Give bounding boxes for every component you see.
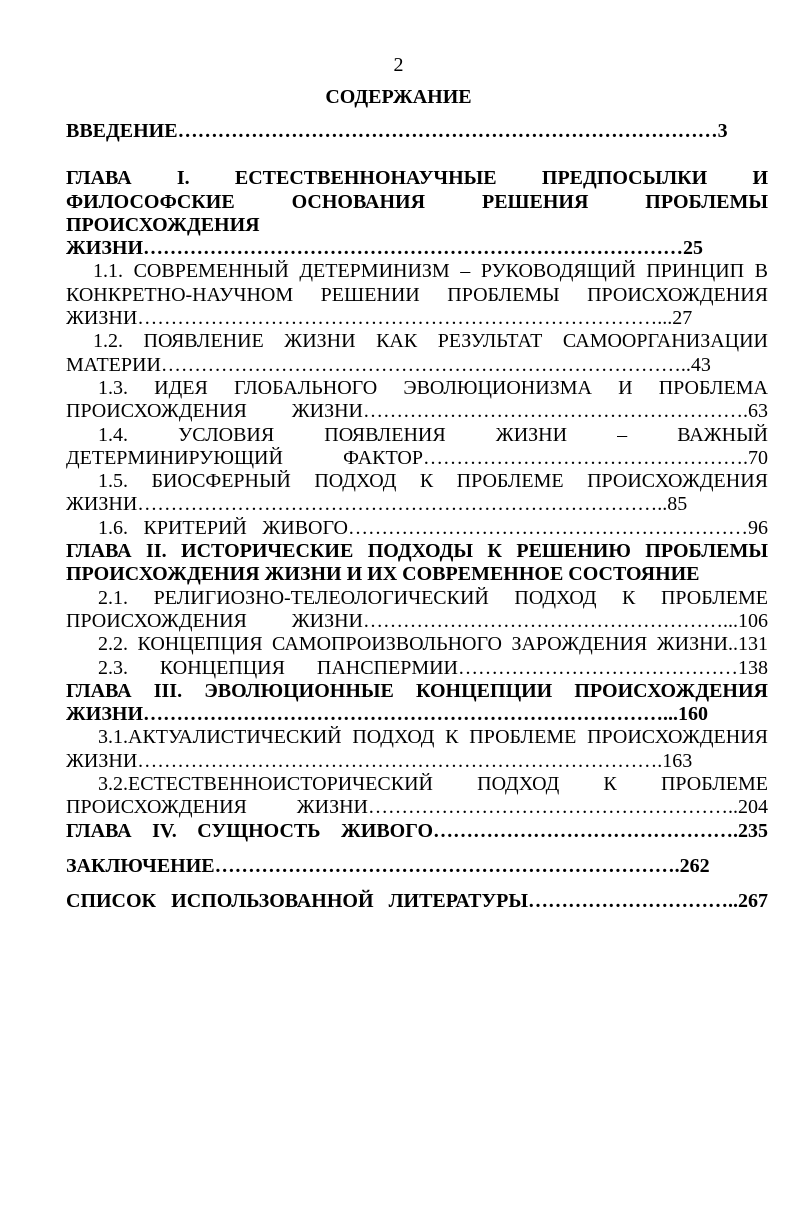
toc-chapter-1-page-text: ЖИЗНИ………………………………………………………………………25: [66, 237, 704, 260]
toc-section-1-3-text: 1.3. ИДЕЯ ГЛОБАЛЬНОГО ЭВОЛЮЦИОНИЗМА И ПРОБЛЕМА: [98, 376, 768, 399]
toc-section-1-5-page-text: ЖИЗНИ……………………………………………………………………..85: [66, 493, 688, 516]
toc-entry-references[interactable]: [66, 890, 768, 913]
toc-entry-introduction[interactable]: [66, 120, 768, 143]
toc-section-3-1-page[interactable]: [66, 750, 768, 773]
toc-section-1-1-page-text: ЖИЗНИ……………………………………………………………………...27: [66, 307, 693, 330]
toc-section-1-4-text: 1.4. УСЛОВИЯ ПОЯВЛЕНИЯ ЖИЗНИ – ВАЖНЫЙ: [98, 423, 768, 446]
toc-section-1-2[interactable]: [66, 330, 768, 353]
toc-section-1-1-page[interactable]: [66, 307, 768, 330]
toc-section-1-6[interactable]: [66, 517, 768, 540]
toc-section-1-3[interactable]: [66, 377, 768, 400]
toc-section-1-2-page[interactable]: [66, 354, 768, 377]
toc-section-2-2[interactable]: [66, 633, 768, 656]
toc-chapter-1-title[interactable]: [66, 167, 768, 237]
toc-section-3-1[interactable]: [66, 726, 768, 749]
toc-chapter-3-title-text: ГЛАВА III. ЭВОЛЮЦИОННЫЕ КОНЦЕПЦИИ ПРОИСХОЖДЕНИЯ: [66, 679, 768, 702]
toc-section-2-1-page[interactable]: [66, 610, 768, 633]
toc-chapter-1-title-text: ГЛАВА I. ЕСТЕСТВЕННОНАУЧНЫЕ ПРЕДПОСЫЛКИ И ФИЛОСОФСКИЕ ОСНОВАНИЯ РЕШЕНИЯ ПРОБЛЕМЫ ПРОИСХОЖДЕНИЯ: [66, 167, 768, 236]
toc-section-2-3[interactable]: [66, 657, 768, 680]
toc-chapter-1-page[interactable]: [66, 237, 768, 260]
toc-section-3-2-page[interactable]: [66, 796, 768, 819]
toc-section-3-2-page-text: ПРОИСХОЖДЕНИЯ ЖИЗНИ………………………………………………..204: [66, 796, 768, 819]
toc-chapter-3-page-text: ЖИЗНИ……………………………………………………………………...160: [66, 703, 709, 726]
toc-section-1-2-page-text: МАТЕРИИ……………………………………………………………………..43: [66, 353, 711, 376]
toc-section-1-1[interactable]: [66, 260, 768, 307]
table-of-contents: [66, 120, 768, 914]
toc-section-2-1-text: 2.1. РЕЛИГИОЗНО-ТЕЛЕОЛОГИЧЕСКИЙ ПОДХОД К ПРОБЛЕМЕ: [98, 586, 768, 609]
toc-chapter-4-text: ГЛАВА IV. СУЩНОСТЬ ЖИВОГО……………………………………….235: [66, 819, 768, 842]
toc-chapter-2-title[interactable]: [66, 540, 768, 563]
page-number: 2: [393, 54, 404, 76]
toc-chapter-4[interactable]: [66, 820, 768, 843]
toc-entry-references-text: СПИСОК ИСПОЛЬЗОВАННОЙ ЛИТЕРАТУРЫ…………………………..267: [66, 890, 768, 913]
toc-entry-introduction-text: ВВЕДЕНИЕ………………………………………………………………………3: [66, 120, 728, 142]
toc-section-3-2-text: 3.2.ЕСТЕСТВЕННОИСТОРИЧЕСКИЙ ПОДХОД К ПРОБЛЕМЕ: [98, 773, 768, 796]
toc-chapter-2-title-cont[interactable]: [66, 563, 768, 586]
toc-section-3-2[interactable]: [66, 773, 768, 796]
toc-section-1-2-text: 1.2. ПОЯВЛЕНИЕ ЖИЗНИ КАК РЕЗУЛЬТАТ САМООРГАНИЗАЦИИ: [93, 330, 768, 353]
toc-chapter-3-title[interactable]: [66, 680, 768, 703]
toc-section-1-6-text: 1.6. КРИТЕРИЙ ЖИВОГО……………………………………………………96: [98, 516, 768, 539]
toc-section-2-2-text: 2.2. КОНЦЕПЦИЯ САМОПРОИЗВОЛЬНОГО ЗАРОЖДЕНИЯ ЖИЗНИ..131: [98, 633, 768, 656]
toc-entry-conclusion-text: ЗАКЛЮЧЕНИЕ…………………………………………………………….262: [66, 854, 710, 877]
toc-section-3-1-page-text: ЖИЗНИ…………………………………………………………………….163: [66, 749, 693, 772]
toc-chapter-2-title-cont-text: ПРОИСХОЖДЕНИЯ ЖИЗНИ И ИХ СОВРЕМЕННОЕ СОСТОЯНИЕ: [66, 563, 700, 586]
toc-chapter-2-title-text: ГЛАВА II. ИСТОРИЧЕСКИЕ ПОДХОДЫ К РЕШЕНИЮ ПРОБЛЕМЫ: [66, 540, 768, 563]
toc-section-1-5-text: 1.5. БИОСФЕРНЫЙ ПОДХОД К ПРОБЛЕМЕ ПРОИСХОЖДЕНИЯ: [98, 470, 768, 493]
toc-section-1-4[interactable]: [66, 424, 768, 447]
toc-section-1-5[interactable]: [66, 470, 768, 493]
toc-chapter-3-page[interactable]: [66, 703, 768, 726]
toc-section-2-1-page-text: ПРОИСХОЖДЕНИЯ ЖИЗНИ………………………………………………...106: [66, 609, 768, 632]
toc-section-3-1-text: 3.1.АКТУАЛИСТИЧЕСКИЙ ПОДХОД К ПРОБЛЕМЕ ПРОИСХОЖДЕНИЯ: [98, 726, 768, 749]
toc-section-1-4-page-text: ДЕТЕРМИНИРУЮЩИЙ ФАКТОР………………………………………….70: [66, 446, 768, 469]
toc-section-2-3-text: 2.3. КОНЦЕПЦИЯ ПАНСПЕРМИИ……………………………………138: [98, 656, 768, 679]
toc-section-1-3-page[interactable]: [66, 400, 768, 423]
toc-section-1-4-page[interactable]: [66, 447, 768, 470]
toc-section-2-1[interactable]: [66, 587, 768, 610]
page-title: СОДЕРЖАНИЕ: [325, 86, 472, 108]
toc-section-1-5-page[interactable]: [66, 493, 768, 516]
toc-section-1-1-text: 1.1. СОВРЕМЕННЫЙ ДЕТЕРМИНИЗМ – РУКОВОДЯЩИЙ ПРИНЦИП В КОНКРЕТНО-НАУЧНОМ РЕШЕНИИ ПРОБЛЕМЫ ПРОИСХОЖДЕНИЯ: [66, 260, 768, 306]
toc-section-1-3-page-text: ПРОИСХОЖДЕНИЯ ЖИЗНИ………………………………………………….63: [66, 400, 768, 423]
toc-entry-conclusion[interactable]: [66, 855, 768, 878]
